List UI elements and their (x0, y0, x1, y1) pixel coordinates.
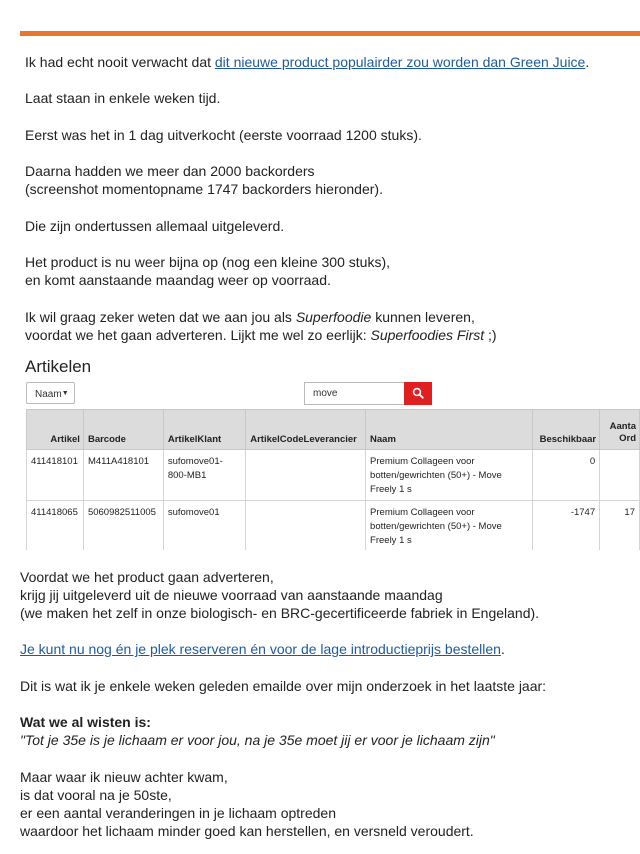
paragraph-advertise-1: Voordat we het product gaan adverteren, (20, 569, 274, 585)
column-header-beschikbaar: Beschikbaar (533, 410, 600, 450)
screenshot-title: Artikelen (25, 357, 92, 376)
superfoodie-text-1: Ik wil graag zeker weten dat we aan jou als (25, 309, 296, 325)
superfoodies-first-text-1: voordat we het gaan adverteren. Lijkt me wel zo eerlijk: (25, 327, 371, 343)
caret-down-icon: ▼ (61, 390, 69, 397)
screenshot-search-input: move (304, 382, 405, 405)
search-icon (412, 387, 424, 399)
paragraph-weeks: Laat staan in enkele weken tijd. (25, 90, 221, 106)
cell-beschikbaar: 0 (533, 450, 600, 501)
paragraph-research: Dit is wat ik je enkele weken geleden emailde over mijn onderzoek in het laatste jaar: (20, 678, 547, 694)
cell-barcode: 5060982511005 (83, 501, 163, 551)
table-header-row (27, 410, 640, 450)
paragraph-advertise-3: (we maken het zelf in onze biologisch- en BRC-gecertificeerde fabriek in Engeland). (20, 605, 540, 621)
paragraph-backorders-1: Daarna hadden we meer dan 2000 backorders (25, 163, 315, 179)
sort-dropdown (26, 382, 75, 404)
column-header-naam: Naam (366, 410, 533, 450)
reserve-period: . (500, 641, 505, 657)
cell-leverancier (246, 450, 366, 501)
paragraph-new-1: Maar waar ik nieuw achter kwam, (20, 769, 228, 785)
cell-aantal (600, 450, 640, 501)
paragraph-reserve (20, 640, 505, 658)
green-juice-link[interactable]: dit nieuwe product populairder zou worden dan Green Juice (214, 54, 586, 70)
intro-period: . (585, 54, 590, 70)
inventory-screenshot (25, 352, 640, 550)
articles-table (26, 409, 640, 550)
column-header-barcode: Barcode (83, 410, 163, 450)
superfoodie-emphasis: Superfoodie (295, 309, 372, 325)
paragraph-sold-out: Eerst was het in 1 dag uitverkocht (eerste voorraad 1200 stuks). (25, 127, 422, 143)
paragraph-new-3: er een aantal veranderingen in je lichaam optreden (20, 805, 336, 821)
reserve-order-link[interactable]: Je kunt nu nog én je plek reserveren én voor de lage introductieprijs bestellen (20, 641, 501, 657)
paragraph-backorders-2: (screenshot momentopname 1747 backorders hieronder). (25, 181, 383, 197)
column-header-aantal: Aanta Ord (600, 410, 640, 450)
header-accent-bar (20, 31, 640, 36)
table-row (27, 501, 640, 551)
cell-artikelklant: sufomove01-800-MB1 (163, 450, 245, 501)
paragraph-advertise-2: krijg jij uitgeleverd uit de nieuwe voorraad van aanstaande maandag (20, 587, 443, 603)
cell-naam: Premium Collageen voor botten/gewrichten (50+) - Move Freely 1 s (366, 501, 533, 551)
known-quote: "Tot je 35e is je lichaam er voor jou, na je 35e moet jij er voor je lichaam zijn" (20, 732, 495, 748)
sort-dropdown-label: Naam (35, 389, 62, 400)
intro-text: Ik had echt nooit verwacht dat (25, 54, 215, 70)
paragraph-superfoodie-2 (25, 326, 497, 344)
cell-barcode: M411A418101 (83, 450, 163, 501)
superfoodie-text-2: kunnen leveren, (371, 309, 475, 325)
cell-naam: Premium Collageen voor botten/gewrichten (50+) - Move Freely 1 s (366, 450, 533, 501)
intro-line (25, 53, 589, 71)
table-row (27, 450, 640, 501)
paragraph-new-4: waardoor het lichaam minder goed kan herstellen, en versneld veroudert. (20, 823, 474, 839)
superfoodies-first-text-2: ;) (484, 327, 497, 343)
known-heading: Wat we al wisten is: (20, 714, 151, 730)
column-header-artikel: Artikel (27, 410, 84, 450)
cell-artikel: 411418065 (27, 501, 84, 551)
paragraph-stock-1: Het product is nu weer bijna op (nog een kleine 300 stuks), (25, 254, 390, 270)
column-header-artikelklant: ArtikelKlant (163, 410, 245, 450)
superfoodies-first-emphasis: Superfoodies First (370, 327, 485, 343)
paragraph-delivered: Die zijn ondertussen allemaal uitgeleverd. (25, 218, 285, 234)
paragraph-stock-2: en komt aanstaande maandag weer op voorraad. (25, 272, 331, 288)
column-header-leverancier: ArtikelCodeLeverancier (246, 410, 366, 450)
paragraph-new-2: is dat vooral na je 50ste, (20, 787, 172, 803)
paragraph-superfoodie-1 (25, 308, 475, 326)
screenshot-search-button (404, 382, 432, 405)
cell-artikelklant: sufomove01 (163, 501, 245, 551)
cell-beschikbaar: -1747 (533, 501, 600, 551)
cell-aantal: 17 (600, 501, 640, 551)
cell-artikel: 411418101 (27, 450, 84, 501)
cell-leverancier (246, 501, 366, 551)
